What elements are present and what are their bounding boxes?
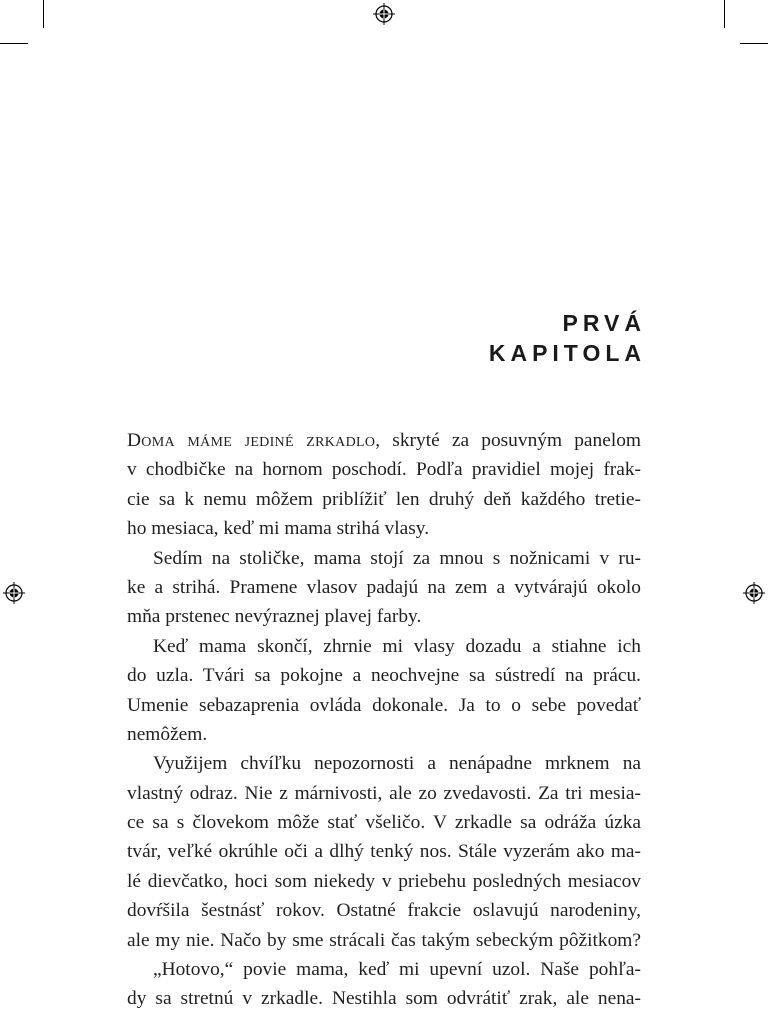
text-line: Využijem chvíľku nepozornosti a nenápadne mrknem na [153, 753, 641, 775]
chapter-title-line-2: KAPITOLA [488, 340, 646, 366]
text-line: v chodbičke na hornom poschodí. Podľa pravidiel mojej frak- [127, 459, 641, 481]
registration-crosshair-icon [373, 3, 395, 25]
text-line: ale my nie. Načo by sme strácali čas takým sebeckým pôžitkom? [127, 929, 641, 951]
text-line: „Hotovo,“ povie mama, keď mi upevní uzol. Naše pohľa- [153, 959, 641, 981]
text-line: Umenie sebazaprenia ovláda dokonale. Ja to o sebe povedať [127, 694, 641, 716]
text-line: ke a strihá. Pramene vlasov padajú na zem a vytvárajú okolo [127, 576, 641, 598]
crop-mark-left [0, 43, 28, 44]
chapter-title [488, 308, 646, 368]
lead-smallcaps: Doma máme jediné zrkadlo [127, 430, 376, 451]
chapter-title-line-1: PRVÁ [562, 310, 646, 336]
text-line: vlastný odraz. Nie z márnivosti, ale zo zvedavosti. Za tri mesia- [127, 782, 641, 804]
crop-mark-top-left [43, 0, 44, 28]
text-line: tvár, veľké okrúhle oči a dlhý tenký nos. Stále vyzerám ako ma- [127, 841, 641, 863]
text-line: nemôžem. [127, 723, 208, 745]
text-line: cie sa k nemu môžem priblížiť len druhý deň každého tretie- [127, 488, 641, 510]
text-line: dy sa stretnú v zrkadle. Nestihla som odvrátiť zrak, ale nena- [127, 988, 641, 1010]
text-line: Doma máme jediné zrkadlo, skryté za posuvným panelom [127, 430, 641, 451]
crop-mark-right [740, 43, 768, 44]
text-line: mňa prstenec nevýraznej plavej farby. [127, 606, 422, 628]
text-line: lé dievčatko, hoci som niekedy v priebehu posledných mesiacov [127, 870, 641, 892]
text-line: dovŕšila šestnásť rokov. Ostatné frakcie oslavujú narodeniny, [127, 900, 641, 922]
text-line: ce sa s človekom môže stať všeličo. V zrkadle sa odráža úzka [127, 812, 641, 834]
chapter-body-text [127, 426, 641, 1014]
registration-crosshair-icon [743, 582, 765, 604]
text-line: ho mesiaca, keď mi mama strihá vlasy. [127, 518, 430, 540]
text-line: Sedím na stoličke, mama stojí za mnou s nožnicami v ru- [153, 547, 641, 569]
registration-crosshair-icon [3, 582, 25, 604]
text-line: do uzla. Tvári sa pokojne a neochvejne sa sústredí na prácu. [127, 665, 641, 687]
crop-mark-top-right [724, 0, 725, 28]
text-line: Keď mama skončí, zhrnie mi vlasy dozadu a stiahne ich [153, 635, 641, 657]
